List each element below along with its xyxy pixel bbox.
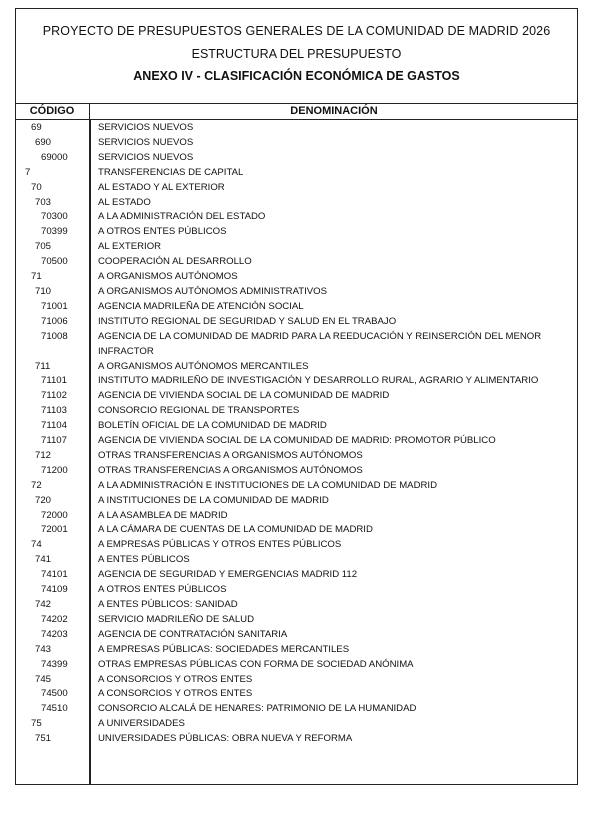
table-row [15,315,578,330]
document-title: PROYECTO DE PRESUPUESTOS GENERALES DE LA COMUNIDAD DE MADRID 2026 [42,24,551,38]
table-row [15,151,578,166]
row-denomination: A EMPRESAS PÚBLICAS Y OTROS ENTES PÚBLICOS [98,539,342,551]
row-denomination: A UNIVERSIDADES [98,718,185,730]
row-denomination: A INSTITUCIONES DE LA COMUNIDAD DE MADRID [98,494,329,506]
document-subtitle: ESTRUCTURA DEL PRESUPUESTO [191,47,402,61]
table-row [15,732,578,747]
row-code: 70500 [41,256,68,268]
table-row [15,479,578,494]
row-code: 74203 [41,628,68,640]
row-code: 74109 [41,584,68,596]
row-denomination: SERVICIO MADRILEÑO DE SALUD [98,613,255,625]
row-denomination: SERVICIOS NUEVOS [98,151,194,163]
row-denomination: AGENCIA MADRILEÑA DE ATENCIÓN SOCIAL [98,300,304,312]
row-denomination: A OTROS ENTES PÚBLICOS [98,226,227,238]
table-row [15,270,578,285]
row-code: 711 [35,360,51,372]
table-row [15,404,578,419]
table-row [15,225,578,240]
table-row [15,330,578,360]
row-denomination: OTRAS EMPRESAS PÚBLICAS CON FORMA DE SOCIEDAD ANÓNIMA [98,658,414,670]
row-denomination: OTRAS TRANSFERENCIAS A ORGANISMOS AUTÓNOMOS [98,449,363,461]
table-row [15,509,578,524]
row-code: 70399 [41,226,68,238]
row-denomination: AGENCIA DE VIVIENDA SOCIAL DE LA COMUNIDAD DE MADRID [98,390,390,402]
table-row [15,300,578,315]
table-row [15,538,578,553]
table-row [15,210,578,225]
table-row [15,613,578,628]
table-row [15,628,578,643]
row-code: 745 [35,673,52,685]
row-denomination: AL ESTADO Y AL EXTERIOR [98,181,225,193]
table-row [15,240,578,255]
row-denomination: CONSORCIO ALCALÁ DE HENARES: PATRIMONIO DE LA HUMANIDAD [98,703,417,715]
row-code: 72 [31,479,42,491]
row-code: 71200 [41,464,68,476]
table-row [15,360,578,375]
row-code: 74 [31,539,42,551]
row-code: 74510 [41,703,68,715]
table-row [15,658,578,673]
row-code: 742 [35,599,52,610]
table-row [15,568,578,583]
row-code: 69000 [41,151,68,163]
row-code: 705 [35,241,52,253]
row-code: 743 [35,643,52,655]
row-denomination: A LA ADMINISTRACIÓN DEL ESTADO [98,211,266,223]
row-denomination: UNIVERSIDADES PÚBLICAS: OBRA NUEVA Y REFORMA [98,733,353,745]
table-row [15,136,578,151]
row-denomination: AL EXTERIOR [98,241,162,253]
table-row [15,389,578,404]
row-denomination: INSTITUTO REGIONAL DE SEGURIDAD Y SALUD EN EL TRABAJO [98,315,397,327]
row-code: 74202 [41,613,68,625]
table-row [15,583,578,598]
row-denomination: A LA ASAMBLEA DE MADRID [98,509,228,521]
table-row [15,717,578,732]
row-code: 69 [31,122,42,133]
row-code: 74399 [41,658,68,670]
row-denomination: A EMPRESAS PÚBLICAS: SOCIEDADES MERCANTILES [98,643,350,655]
row-code: 751 [35,733,52,745]
row-code: 71103 [41,405,67,417]
row-code: 703 [35,196,52,208]
column-header-denomination: DENOMINACIÓN [90,104,578,120]
classification-table-body [15,121,578,747]
row-code: 71102 [41,390,67,402]
table-row [15,687,578,702]
row-denomination: A LA ADMINISTRACIÓN E INSTITUCIONES DE LA COMUNIDAD DE MADRID [98,479,438,491]
table-row [15,673,578,688]
row-denomination: OTRAS TRANSFERENCIAS A ORGANISMOS AUTÓNOMOS [98,464,363,476]
row-denomination: A OTROS ENTES PÚBLICOS [98,584,227,596]
row-code: 7 [25,166,31,178]
row-denomination: AGENCIA DE VIVIENDA SOCIAL DE LA COMUNIDAD DE MADRID: PROMOTOR PÚBLICO [98,435,496,447]
row-code: 741 [35,554,52,566]
row-denomination: A ORGANISMOS AUTÓNOMOS MERCANTILES [98,360,309,372]
row-code: 71 [31,271,42,283]
row-code: 72001 [41,524,68,536]
row-denomination: SERVICIOS NUEVOS [98,136,194,148]
row-code: 71006 [41,315,68,327]
row-denomination: AGENCIA DE LA COMUNIDAD DE MADRID PARA LA REEDUCACIÓN Y REINSERCIÓN DEL MENOR INFRACTOR [98,330,542,357]
row-denomination: TRANSFERENCIAS DE CAPITAL [98,166,244,178]
table-row [15,196,578,211]
row-code: 72000 [41,509,68,521]
row-denomination: A ENTES PÚBLICOS: SANIDAD [98,599,238,610]
document-header [15,8,578,104]
table-row [15,285,578,300]
row-denomination: AL ESTADO [98,196,151,208]
row-code: 712 [35,449,52,461]
row-denomination: A CONSORCIOS Y OTROS ENTES [98,688,253,700]
table-row [15,598,578,613]
row-denomination: SERVICIOS NUEVOS [98,122,194,133]
table-row [15,181,578,196]
row-code: 71107 [41,435,67,447]
row-code: 71001 [41,300,68,312]
row-denomination: INSTITUTO MADRILEÑO DE INVESTIGACIÓN Y DESARROLLO RURAL, AGRARIO Y ALIMENTARIO [98,375,539,387]
table-row [15,494,578,509]
row-code: 74500 [41,688,68,700]
table-row [15,255,578,270]
column-header-code: CÓDIGO [15,104,90,120]
table-row [15,702,578,717]
row-denomination: AGENCIA DE SEGURIDAD Y EMERGENCIAS MADRID 112 [98,569,358,581]
table-row [15,166,578,181]
row-denomination: A ORGANISMOS AUTÓNOMOS [98,271,238,283]
row-code: 70 [31,181,42,193]
row-code: 720 [35,494,52,506]
row-denomination: COOPERACIÓN AL DESARROLLO [98,256,252,268]
table-row [15,449,578,464]
table-row [15,464,578,479]
row-denomination: CONSORCIO REGIONAL DE TRANSPORTES [98,405,300,417]
row-code: 74101 [41,569,68,581]
row-denomination: A ENTES PÚBLICOS [98,554,190,566]
row-code: 71008 [41,330,68,342]
row-code: 75 [31,718,42,730]
table-row [15,374,578,389]
row-denomination: AGENCIA DE CONTRATACIÓN SANITARIA [98,628,288,640]
annex-title: ANEXO IV - CLASIFICACIÓN ECONÓMICA DE GASTOS [133,69,460,83]
row-code: 690 [35,136,52,148]
table-row [15,121,578,136]
table-row [15,643,578,658]
row-code: 71104 [41,420,67,432]
row-code: 710 [35,285,52,297]
row-code: 71101 [41,375,67,387]
table-row [15,434,578,449]
row-denomination: BOLETÍN OFICIAL DE LA COMUNIDAD DE MADRID [98,420,327,432]
table-row [15,419,578,434]
row-code: 70300 [41,211,68,223]
table-row [15,553,578,568]
row-denomination: A LA CÁMARA DE CUENTAS DE LA COMUNIDAD DE MADRID [98,524,373,536]
row-denomination: A CONSORCIOS Y OTROS ENTES [98,673,253,685]
row-denomination: A ORGANISMOS AUTÓNOMOS ADMINISTRATIVOS [98,285,328,297]
table-row [15,523,578,538]
